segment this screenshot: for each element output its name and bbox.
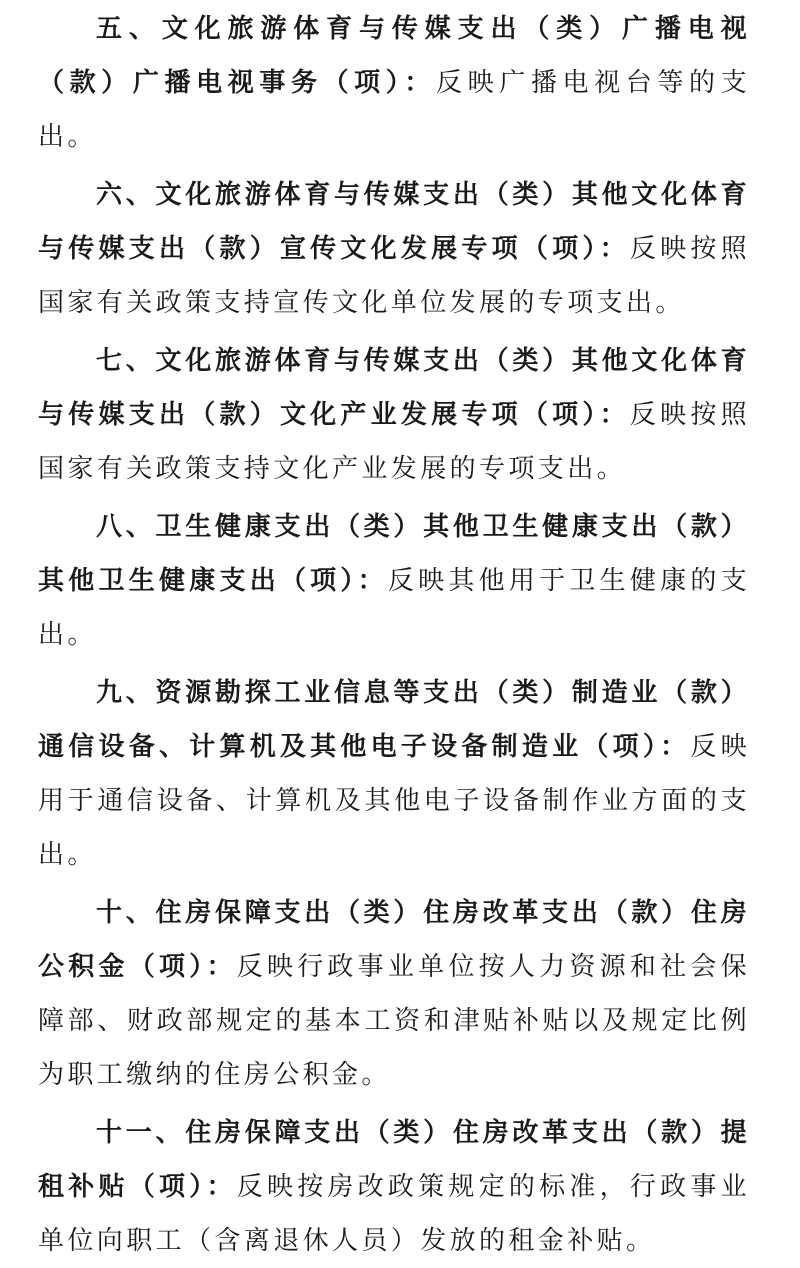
item-heading: 五、文化旅游体育与传媒支出（类）广播电视（款）广播电视事务（项）：	[38, 14, 750, 98]
item-paragraph	[38, 1106, 750, 1268]
item-paragraph	[38, 168, 750, 330]
item-heading: 七、文化旅游体育与传媒支出（类）其他文化体育与传媒支出（款）文化产业发展专项（项）：	[38, 346, 750, 430]
item-paragraph	[38, 886, 750, 1102]
item-heading: 九、资源勘探工业信息等支出（类）制造业（款）通信设备、计算机及其他电子设备制造业（项）：	[38, 678, 750, 762]
item-paragraph	[38, 2, 750, 164]
item-description: 反映广播电视台等的支出。	[38, 68, 750, 152]
item-heading: 六、文化旅游体育与传媒支出（类）其他文化体育与传媒支出（款）宣传文化发展专项（项）：	[38, 180, 750, 264]
item-heading: 八、卫生健康支出（类）其他卫生健康支出（款）其他卫生健康支出（项）：	[38, 512, 750, 596]
item-heading: 十、住房保障支出（类）住房改革支出（款）住房公积金（项）：	[38, 898, 750, 982]
document-page	[38, 2, 750, 1268]
item-description: 反映按照国家有关政策支持文化产业发展的专项支出。	[38, 400, 750, 484]
item-description: 反映按照国家有关政策支持宣传文化单位发展的专项支出。	[38, 234, 750, 318]
item-paragraph	[38, 334, 750, 496]
item-description: 反映其他用于卫生健康的支出。	[38, 566, 750, 650]
item-description: 反映按房改政策规定的标准，行政事业单位向职工（含离退休人员）发放的租金补贴。	[38, 1172, 750, 1256]
item-heading: 十一、住房保障支出（类）住房改革支出（款）提租补贴（项）：	[38, 1118, 750, 1202]
item-description: 反映用于通信设备、计算机及其他电子设备制作业方面的支出。	[38, 732, 750, 870]
item-description: 反映行政事业单位按人力资源和社会保障部、财政部规定的基本工资和津贴补贴以及规定比例为职工缴纳的住房公积金。	[38, 952, 750, 1090]
item-paragraph	[38, 666, 750, 882]
item-paragraph	[38, 500, 750, 662]
